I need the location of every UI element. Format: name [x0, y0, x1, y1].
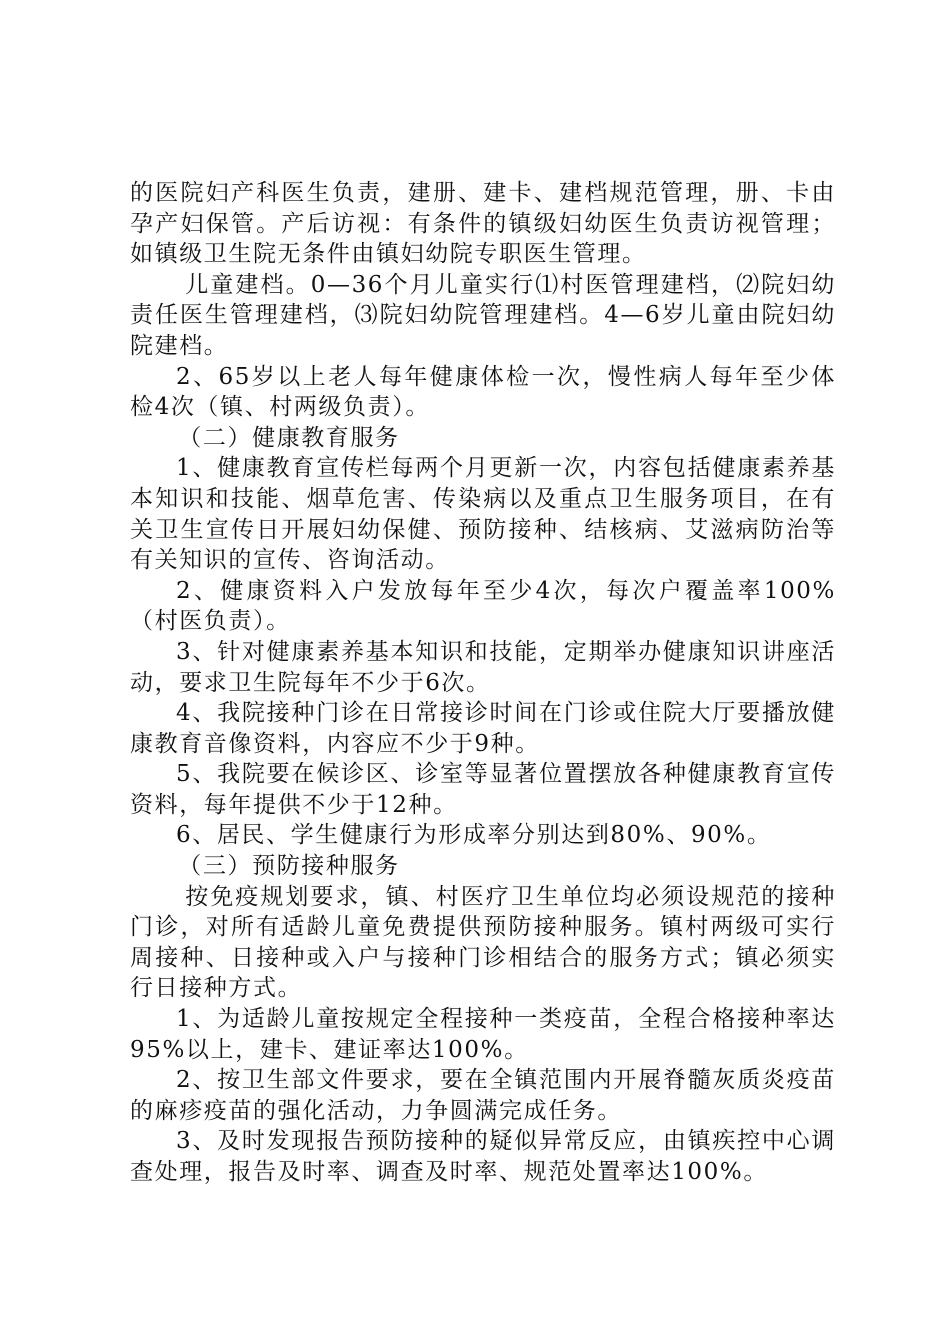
paragraph-education-materials: 2、健康资料入户发放每年至少4次，每次户覆盖率100%（村医负责）。 [130, 577, 836, 635]
document-body [130, 178, 836, 1188]
paragraph-education-board: 1、健康教育宣传栏每两个月更新一次，内容包括健康素养基本知识和技能、烟草危害、传染病以及重点卫生服务项目，在有关卫生宣传日开展妇幼保健、预防接种、结核病、艾滋病防治等有关知识的宣传、咨询活动。 [130, 455, 836, 574]
paragraph-vaccination-rate: 1、为适龄儿童按规定全程接种一类疫苗，全程合格接种率达95%以上，建卡、建证率达100%。 [130, 1006, 836, 1063]
paragraph-education-lectures: 3、针对健康素养基本知识和技能，定期举办健康知识讲座活动，要求卫生院每年不少于6次。 [130, 638, 836, 696]
paragraph-vaccination-adverse-reaction: 3、及时发现报告预防接种的疑似异常反应，由镇疾控中心调查处理，报告及时率、调查及时率、规范处置率达100%。 [130, 1128, 836, 1185]
section-heading-vaccination: （三）预防接种服务 [178, 853, 400, 880]
section-heading-health-education: （二）健康教育服务 [178, 424, 400, 451]
paragraph-elderly-checkup: 2、65岁以上老人每年健康体检一次，慢性病人每年至少体检4次（镇、村两级负责）。 [130, 363, 836, 421]
paragraph-education-video: 4、我院接种门诊在日常接诊时间在门诊或住院大厅要播放健康教育音像资料，内容应不少于9种。 [130, 700, 836, 757]
paragraph-child-records: 儿童建档。0—36个月儿童实行⑴村医管理建档，⑵院妇幼责任医生管理建档，⑶院妇幼院管理建档。4—6岁儿童由院妇幼院建档。 [130, 271, 836, 359]
paragraph-vaccination-campaign: 2、按卫生部文件要求，要在全镇范围内开展脊髓灰质炎疫苗的麻疹疫苗的强化活动，力争圆满完成任务。 [130, 1067, 836, 1124]
paragraph-education-behavior-rate: 6、居民、学生健康行为形成率分别达到80%、90%。 [176, 822, 772, 849]
paragraph-maternal-care: 的医院妇产科医生负责，建册、建卡、建档规范管理，册、卡由孕产妇保管。产后访视：有条件的镇级妇幼医生负责访视管理；如镇级卫生院无条件由镇妇幼院专职医生管理。 [130, 180, 836, 268]
paragraph-vaccination-clinic: 按免疫规划要求，镇、村医疗卫生单位均必须设规范的接种门诊，对所有适龄儿童免费提供预防接种服务。镇村两级可实行周接种、日接种或入户与接种门诊相结合的服务方式；镇必须实行日接种方式。 [130, 883, 836, 1002]
paragraph-education-display: 5、我院要在候诊区、诊室等显著位置摆放各种健康教育宣传资料，每年提供不少于12种。 [130, 761, 836, 818]
